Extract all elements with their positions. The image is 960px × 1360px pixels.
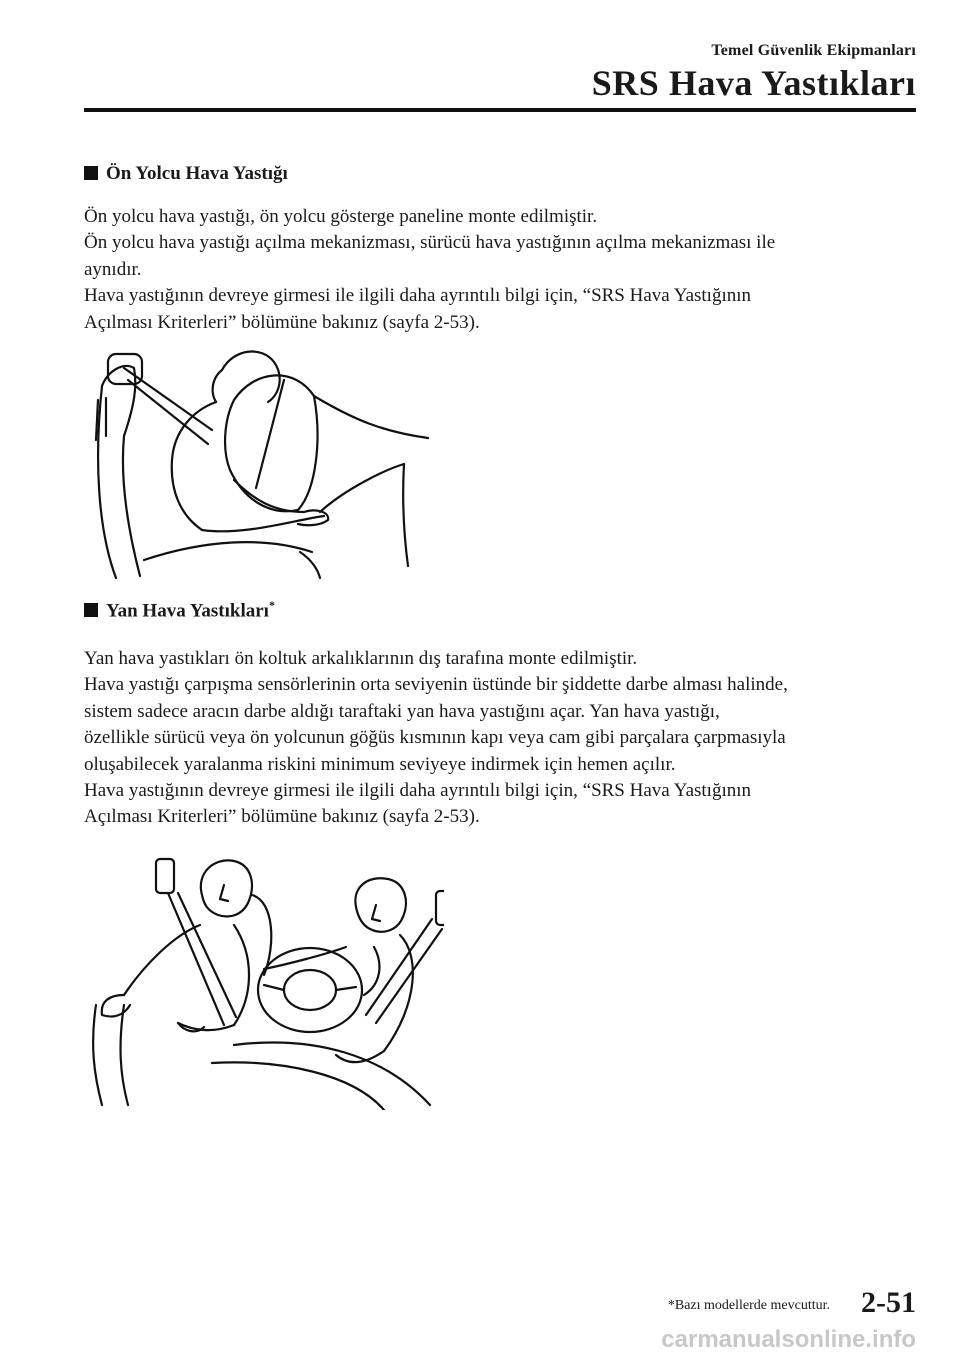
side-line-6: Hava yastığının devreye girmesi ile ilgili daha ayrıntılı bilgi için, “SRS Hava Yastığının: [84, 780, 752, 802]
side-line-3: sistem sadece aracın darbe aldığı taraftaki yan hava yastığını açar. Yan hava yastığı,: [84, 700, 720, 722]
side-airbag-heading: [84, 598, 275, 622]
side-line-2: Hava yastığı çarpışma sensörlerinin orta seviyenin üstünde bir şiddette darbe alması halinde,: [84, 674, 788, 696]
page-title: SRS Hava Yastıkları: [591, 63, 916, 103]
side-line-7: Açılması Kriterleri” bölümüne bakınız (sayfa 2-53).: [84, 806, 480, 828]
front-line-5: Açılması Kriterleri” bölümüne bakınız (sayfa 2-53).: [84, 311, 480, 333]
front-line-4: Hava yastığının devreye girmesi ile ilgili daha ayrıntılı bilgi için, “SRS Hava Yastığının: [84, 285, 752, 307]
watermark: carmanualsonline.info: [661, 1326, 916, 1353]
side-line-4: özellikle sürücü veya ön yolcunun göğüs kısmının kapı veya cam gibi parçalara çarpmasıyla: [84, 727, 786, 749]
front-airbag-paragraph: [84, 204, 914, 336]
front-line-2: Ön yolcu hava yastığı açılma mekanizması, sürücü hava yastığının açılma mekanizması ile: [84, 232, 776, 254]
front-line-3: aynıdır.: [84, 258, 142, 280]
page-number: 2-51: [861, 1286, 916, 1319]
side-line-1: Yan hava yastıkları ön koltuk arkalıklarının dış tarafına monte edilmiştir.: [84, 648, 638, 669]
footnote: *Bazı modellerde mevcuttur.: [667, 1298, 830, 1313]
header-rule: [84, 108, 916, 112]
side-line-5: oluşabilecek yaralanma riskini minimum seviyeye indirmek için hemen açılır.: [84, 753, 676, 775]
availability-marker: *: [268, 598, 275, 612]
front-airbag-illustration: [84, 340, 444, 590]
side-airbag-paragraph: [84, 646, 914, 831]
side-airbag-illustration: [84, 855, 444, 1110]
side-airbag-heading-text: Yan Hava Yastıkları: [106, 600, 269, 622]
square-bullet-icon: [84, 166, 98, 180]
front-airbag-heading-text: Ön Yolcu Hava Yastığı: [106, 163, 288, 184]
front-airbag-heading: [84, 163, 288, 185]
front-line-1: Ön yolcu hava yastığı, ön yolcu gösterge paneline monte edilmiştir.: [84, 206, 598, 227]
square-bullet-icon: [84, 603, 98, 617]
header-section-label: Temel Güvenlik Ekipmanları: [711, 42, 916, 59]
